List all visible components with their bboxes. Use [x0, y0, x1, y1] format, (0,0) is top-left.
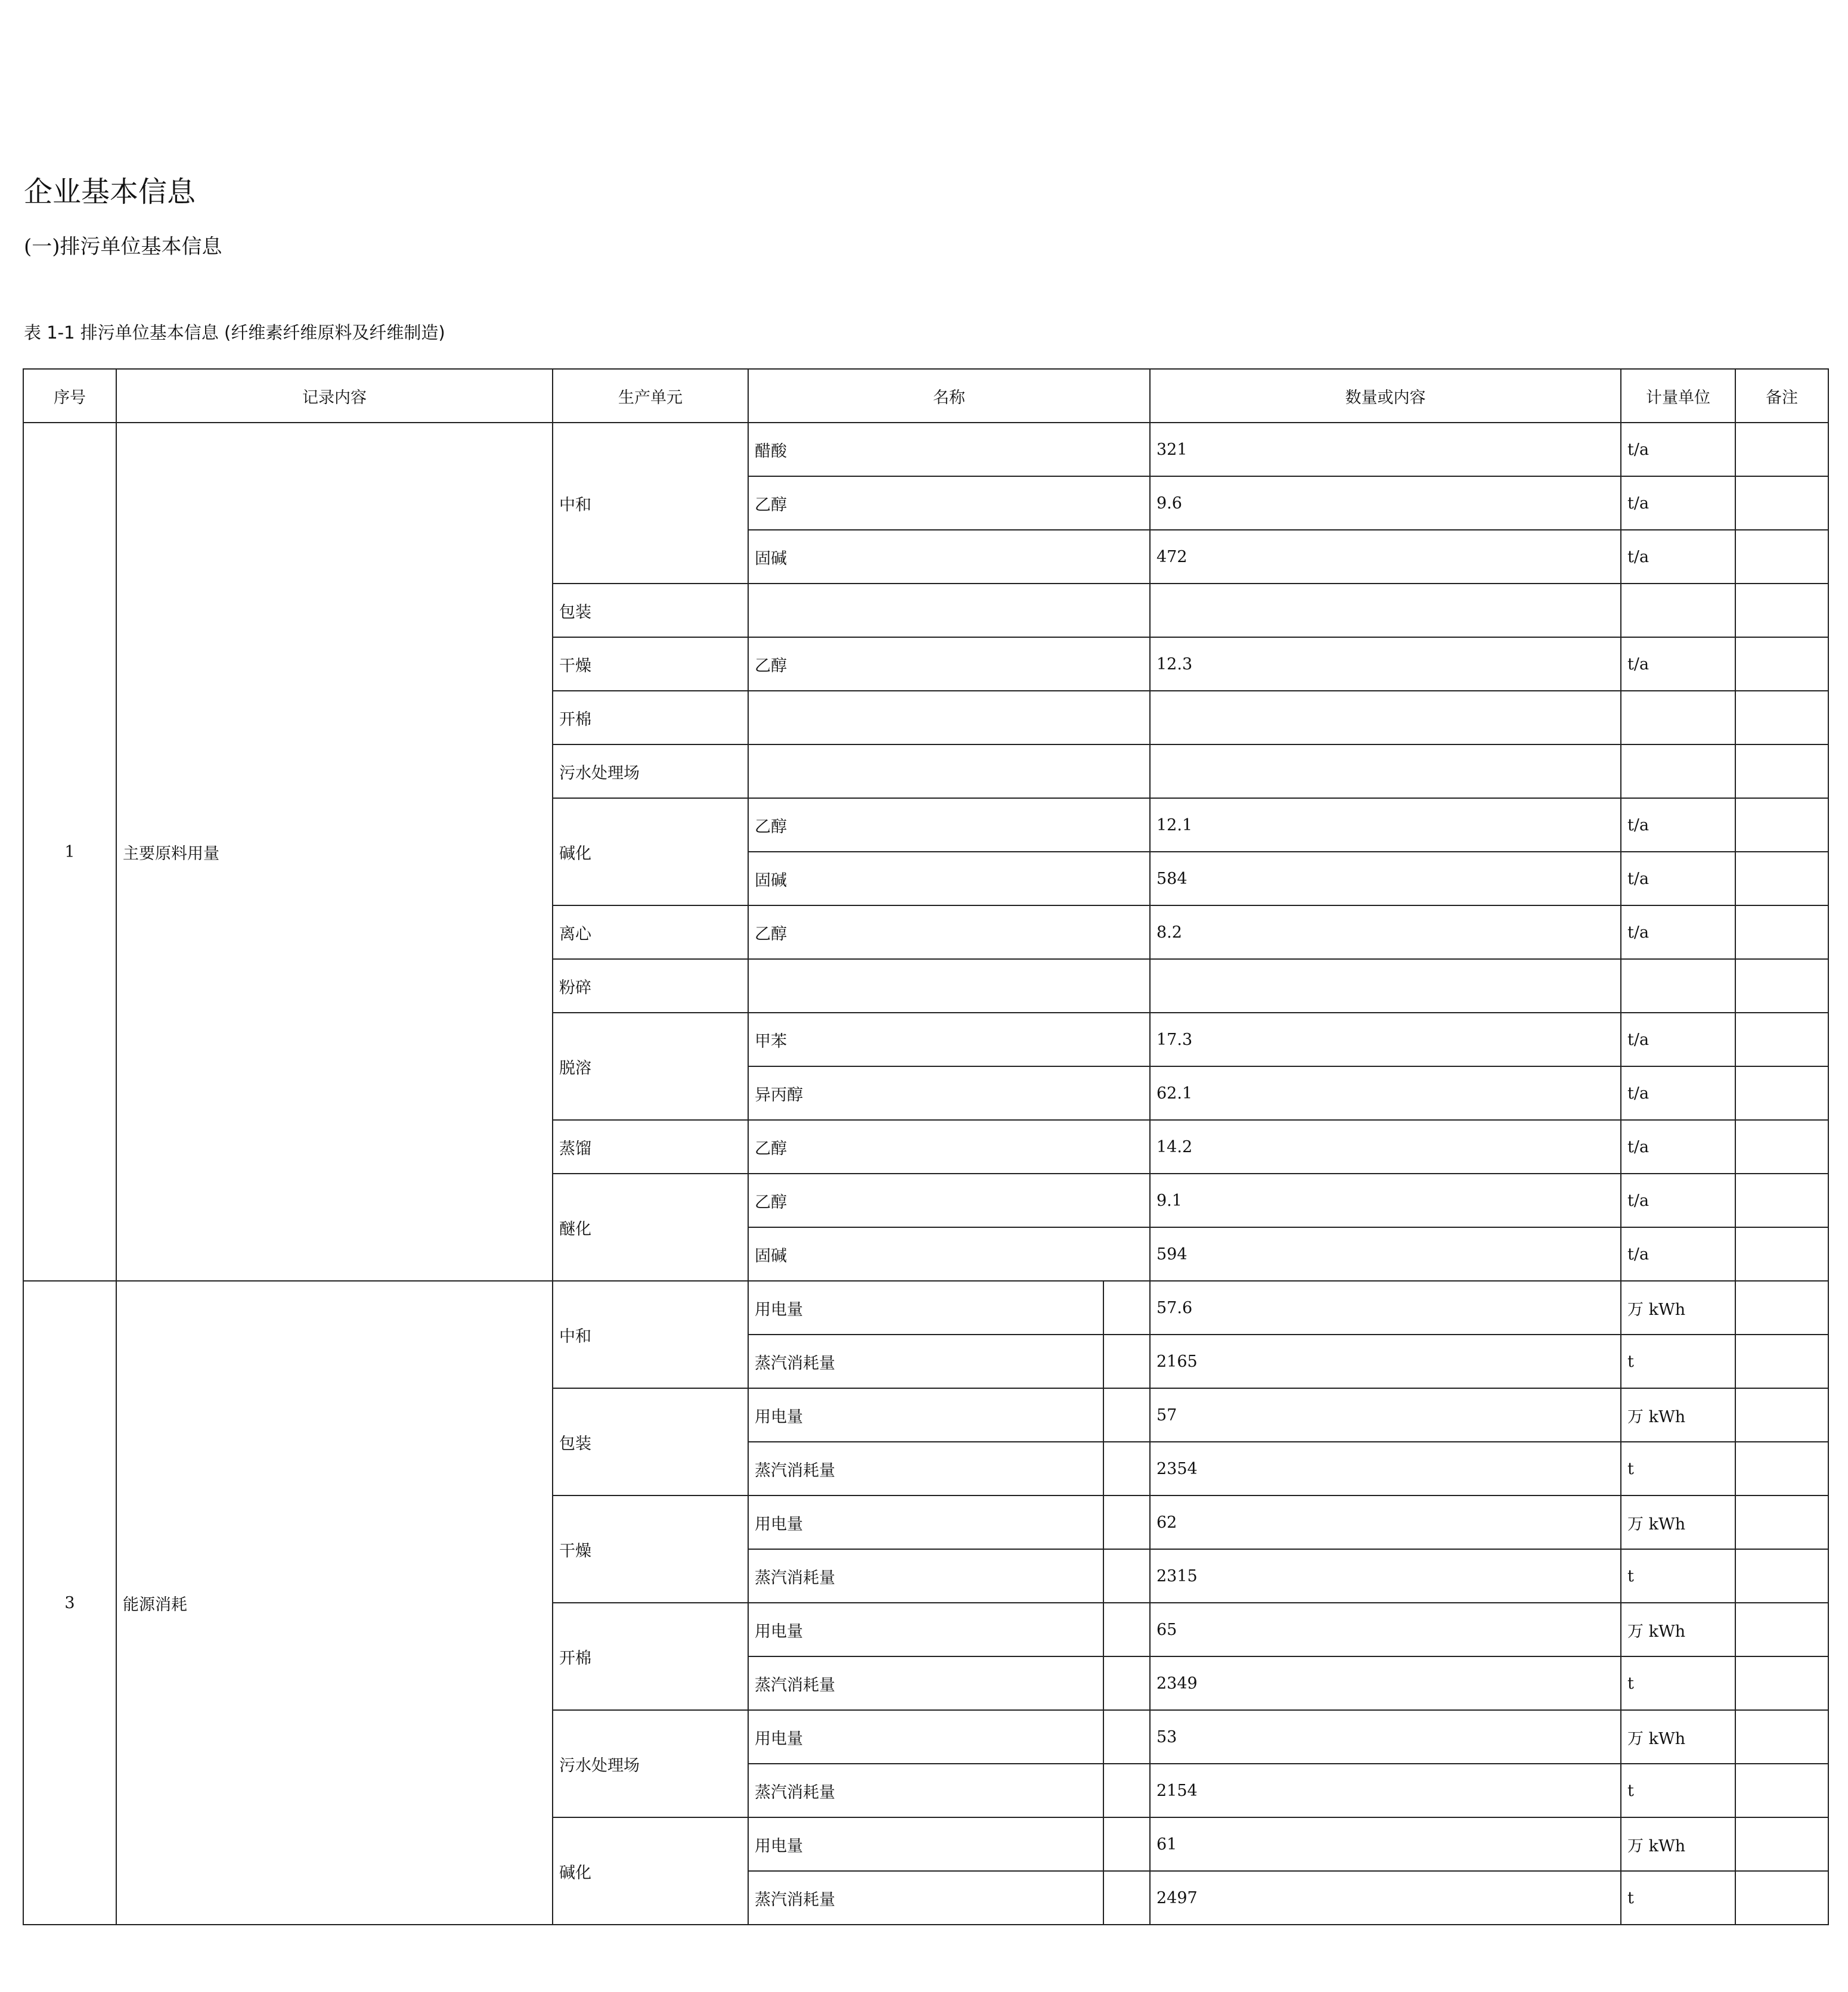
table-caption: 表 1-1 排污单位基本信息 (纤维素纤维原料及纤维制造) [24, 322, 445, 343]
production-unit-cell: 包装 [553, 584, 748, 637]
seq-cell: 3 [23, 1281, 116, 1925]
name-cell: 乙醇 [748, 1174, 1150, 1227]
production-unit-cell: 蒸馏 [553, 1120, 748, 1174]
remark-cell [1735, 1871, 1828, 1925]
name-cell: 用电量 [748, 1817, 1103, 1871]
remark-cell [1735, 1174, 1828, 1227]
production-unit-cell: 包装 [553, 1388, 748, 1495]
measure-unit-cell: t/a [1621, 798, 1735, 852]
remark-cell [1735, 1603, 1828, 1656]
quantity-cell: 2354 [1150, 1442, 1621, 1495]
remark-cell [1735, 691, 1828, 744]
name-cell: 用电量 [748, 1495, 1103, 1549]
name-extra-cell [1103, 1871, 1150, 1925]
measure-unit-cell: t/a [1621, 423, 1735, 476]
name-cell: 固碱 [748, 530, 1150, 584]
remark-cell [1735, 798, 1828, 852]
name-extra-cell [1103, 1817, 1150, 1871]
measure-unit-cell: t/a [1621, 1227, 1735, 1281]
quantity-cell: 14.2 [1150, 1120, 1621, 1174]
quantity-cell: 9.6 [1150, 476, 1621, 530]
remark-cell [1735, 852, 1828, 905]
name-extra-cell [1103, 1281, 1150, 1335]
table-row [23, 423, 1828, 476]
name-cell: 乙醇 [748, 798, 1150, 852]
remark-cell [1735, 959, 1828, 1013]
measure-unit-cell: t [1621, 1764, 1735, 1817]
remark-cell [1735, 1335, 1828, 1388]
remark-cell [1735, 476, 1828, 530]
measure-unit-cell: 万 kWh [1621, 1495, 1735, 1549]
name-cell: 用电量 [748, 1710, 1103, 1764]
quantity-cell: 8.2 [1150, 905, 1621, 959]
production-unit-cell: 碱化 [553, 798, 748, 905]
production-unit-cell: 开棉 [553, 691, 748, 744]
production-unit-cell: 离心 [553, 905, 748, 959]
quantity-cell [1150, 584, 1621, 637]
seq-cell: 1 [23, 423, 116, 1281]
measure-unit-cell: t/a [1621, 852, 1735, 905]
record-content-cell: 主要原料用量 [116, 423, 553, 1281]
name-cell [748, 584, 1150, 637]
measure-unit-cell [1621, 691, 1735, 744]
remark-cell [1735, 423, 1828, 476]
record-content-cell: 能源消耗 [116, 1281, 553, 1925]
name-cell: 固碱 [748, 852, 1150, 905]
remark-cell [1735, 1388, 1828, 1442]
name-cell: 蒸汽消耗量 [748, 1335, 1103, 1388]
quantity-cell [1150, 691, 1621, 744]
name-cell: 醋酸 [748, 423, 1150, 476]
quantity-cell: 321 [1150, 423, 1621, 476]
remark-cell [1735, 1066, 1828, 1120]
name-cell: 蒸汽消耗量 [748, 1764, 1103, 1817]
name-extra-cell [1103, 1656, 1150, 1710]
measure-unit-cell: 万 kWh [1621, 1817, 1735, 1871]
name-extra-cell [1103, 1495, 1150, 1549]
measure-unit-cell: t/a [1621, 905, 1735, 959]
quantity-cell: 62.1 [1150, 1066, 1621, 1120]
name-extra-cell [1103, 1710, 1150, 1764]
page-title: 企业基本信息 [24, 175, 196, 209]
basic-info-table [23, 368, 1829, 1925]
name-cell: 固碱 [748, 1227, 1150, 1281]
header-seq: 序号 [23, 369, 116, 423]
quantity-cell: 65 [1150, 1603, 1621, 1656]
quantity-cell: 2165 [1150, 1335, 1621, 1388]
remark-cell [1735, 744, 1828, 798]
section-subtitle: (一)排污单位基本信息 [24, 235, 222, 259]
name-cell [748, 691, 1150, 744]
name-cell: 乙醇 [748, 476, 1150, 530]
measure-unit-cell: t [1621, 1442, 1735, 1495]
production-unit-cell: 碱化 [553, 1817, 748, 1925]
quantity-cell: 594 [1150, 1227, 1621, 1281]
name-extra-cell [1103, 1603, 1150, 1656]
remark-cell [1735, 1495, 1828, 1549]
name-extra-cell [1103, 1764, 1150, 1817]
remark-cell [1735, 1656, 1828, 1710]
remark-cell [1735, 1281, 1828, 1335]
remark-cell [1735, 1442, 1828, 1495]
quantity-cell: 61 [1150, 1817, 1621, 1871]
remark-cell [1735, 1764, 1828, 1817]
production-unit-cell: 粉碎 [553, 959, 748, 1013]
remark-cell [1735, 1817, 1828, 1871]
header-production-unit: 生产单元 [553, 369, 748, 423]
measure-unit-cell: t [1621, 1871, 1735, 1925]
remark-cell [1735, 1120, 1828, 1174]
table-header-row [23, 369, 1828, 423]
measure-unit-cell: t/a [1621, 530, 1735, 584]
name-cell: 用电量 [748, 1603, 1103, 1656]
quantity-cell [1150, 744, 1621, 798]
measure-unit-cell: t/a [1621, 476, 1735, 530]
production-unit-cell: 干燥 [553, 637, 748, 691]
name-cell: 蒸汽消耗量 [748, 1549, 1103, 1603]
table-row [23, 1281, 1828, 1335]
name-cell [748, 959, 1150, 1013]
header-measure-unit: 计量单位 [1621, 369, 1735, 423]
measure-unit-cell: t/a [1621, 1120, 1735, 1174]
name-cell: 用电量 [748, 1388, 1103, 1442]
quantity-cell: 57.6 [1150, 1281, 1621, 1335]
production-unit-cell: 污水处理场 [553, 1710, 748, 1817]
name-cell [748, 744, 1150, 798]
quantity-cell: 53 [1150, 1710, 1621, 1764]
quantity-cell: 584 [1150, 852, 1621, 905]
remark-cell [1735, 1549, 1828, 1603]
remark-cell [1735, 1710, 1828, 1764]
quantity-cell: 2349 [1150, 1656, 1621, 1710]
measure-unit-cell: 万 kWh [1621, 1281, 1735, 1335]
name-cell: 乙醇 [748, 637, 1150, 691]
name-cell: 蒸汽消耗量 [748, 1871, 1103, 1925]
production-unit-cell: 醚化 [553, 1174, 748, 1281]
remark-cell [1735, 637, 1828, 691]
quantity-cell: 2154 [1150, 1764, 1621, 1817]
quantity-cell: 9.1 [1150, 1174, 1621, 1227]
name-cell: 用电量 [748, 1281, 1103, 1335]
name-cell: 蒸汽消耗量 [748, 1656, 1103, 1710]
production-unit-cell: 中和 [553, 1281, 748, 1388]
measure-unit-cell: t/a [1621, 1013, 1735, 1066]
production-unit-cell: 干燥 [553, 1495, 748, 1603]
quantity-cell: 62 [1150, 1495, 1621, 1549]
production-unit-cell: 污水处理场 [553, 744, 748, 798]
measure-unit-cell: t/a [1621, 637, 1735, 691]
production-unit-cell: 脱溶 [553, 1013, 748, 1120]
name-cell: 异丙醇 [748, 1066, 1150, 1120]
name-extra-cell [1103, 1549, 1150, 1603]
table-body [23, 423, 1828, 1925]
measure-unit-cell: t/a [1621, 1174, 1735, 1227]
production-unit-cell: 中和 [553, 423, 748, 584]
measure-unit-cell [1621, 744, 1735, 798]
measure-unit-cell: t [1621, 1656, 1735, 1710]
measure-unit-cell: 万 kWh [1621, 1603, 1735, 1656]
measure-unit-cell: 万 kWh [1621, 1388, 1735, 1442]
remark-cell [1735, 905, 1828, 959]
measure-unit-cell [1621, 584, 1735, 637]
quantity-cell: 12.3 [1150, 637, 1621, 691]
measure-unit-cell: t [1621, 1335, 1735, 1388]
header-name: 名称 [748, 369, 1150, 423]
name-extra-cell [1103, 1388, 1150, 1442]
remark-cell [1735, 1227, 1828, 1281]
measure-unit-cell [1621, 959, 1735, 1013]
name-cell: 乙醇 [748, 905, 1150, 959]
quantity-cell [1150, 959, 1621, 1013]
production-unit-cell: 开棉 [553, 1603, 748, 1710]
header-quantity: 数量或内容 [1150, 369, 1621, 423]
header-record-content: 记录内容 [116, 369, 553, 423]
name-cell: 乙醇 [748, 1120, 1150, 1174]
measure-unit-cell: t/a [1621, 1066, 1735, 1120]
measure-unit-cell: t [1621, 1549, 1735, 1603]
name-cell: 蒸汽消耗量 [748, 1442, 1103, 1495]
measure-unit-cell: 万 kWh [1621, 1710, 1735, 1764]
remark-cell [1735, 1013, 1828, 1066]
quantity-cell: 12.1 [1150, 798, 1621, 852]
quantity-cell: 57 [1150, 1388, 1621, 1442]
remark-cell [1735, 584, 1828, 637]
header-remark: 备注 [1735, 369, 1828, 423]
remark-cell [1735, 530, 1828, 584]
name-extra-cell [1103, 1335, 1150, 1388]
quantity-cell: 17.3 [1150, 1013, 1621, 1066]
quantity-cell: 2497 [1150, 1871, 1621, 1925]
name-extra-cell [1103, 1442, 1150, 1495]
quantity-cell: 472 [1150, 530, 1621, 584]
quantity-cell: 2315 [1150, 1549, 1621, 1603]
name-cell: 甲苯 [748, 1013, 1150, 1066]
